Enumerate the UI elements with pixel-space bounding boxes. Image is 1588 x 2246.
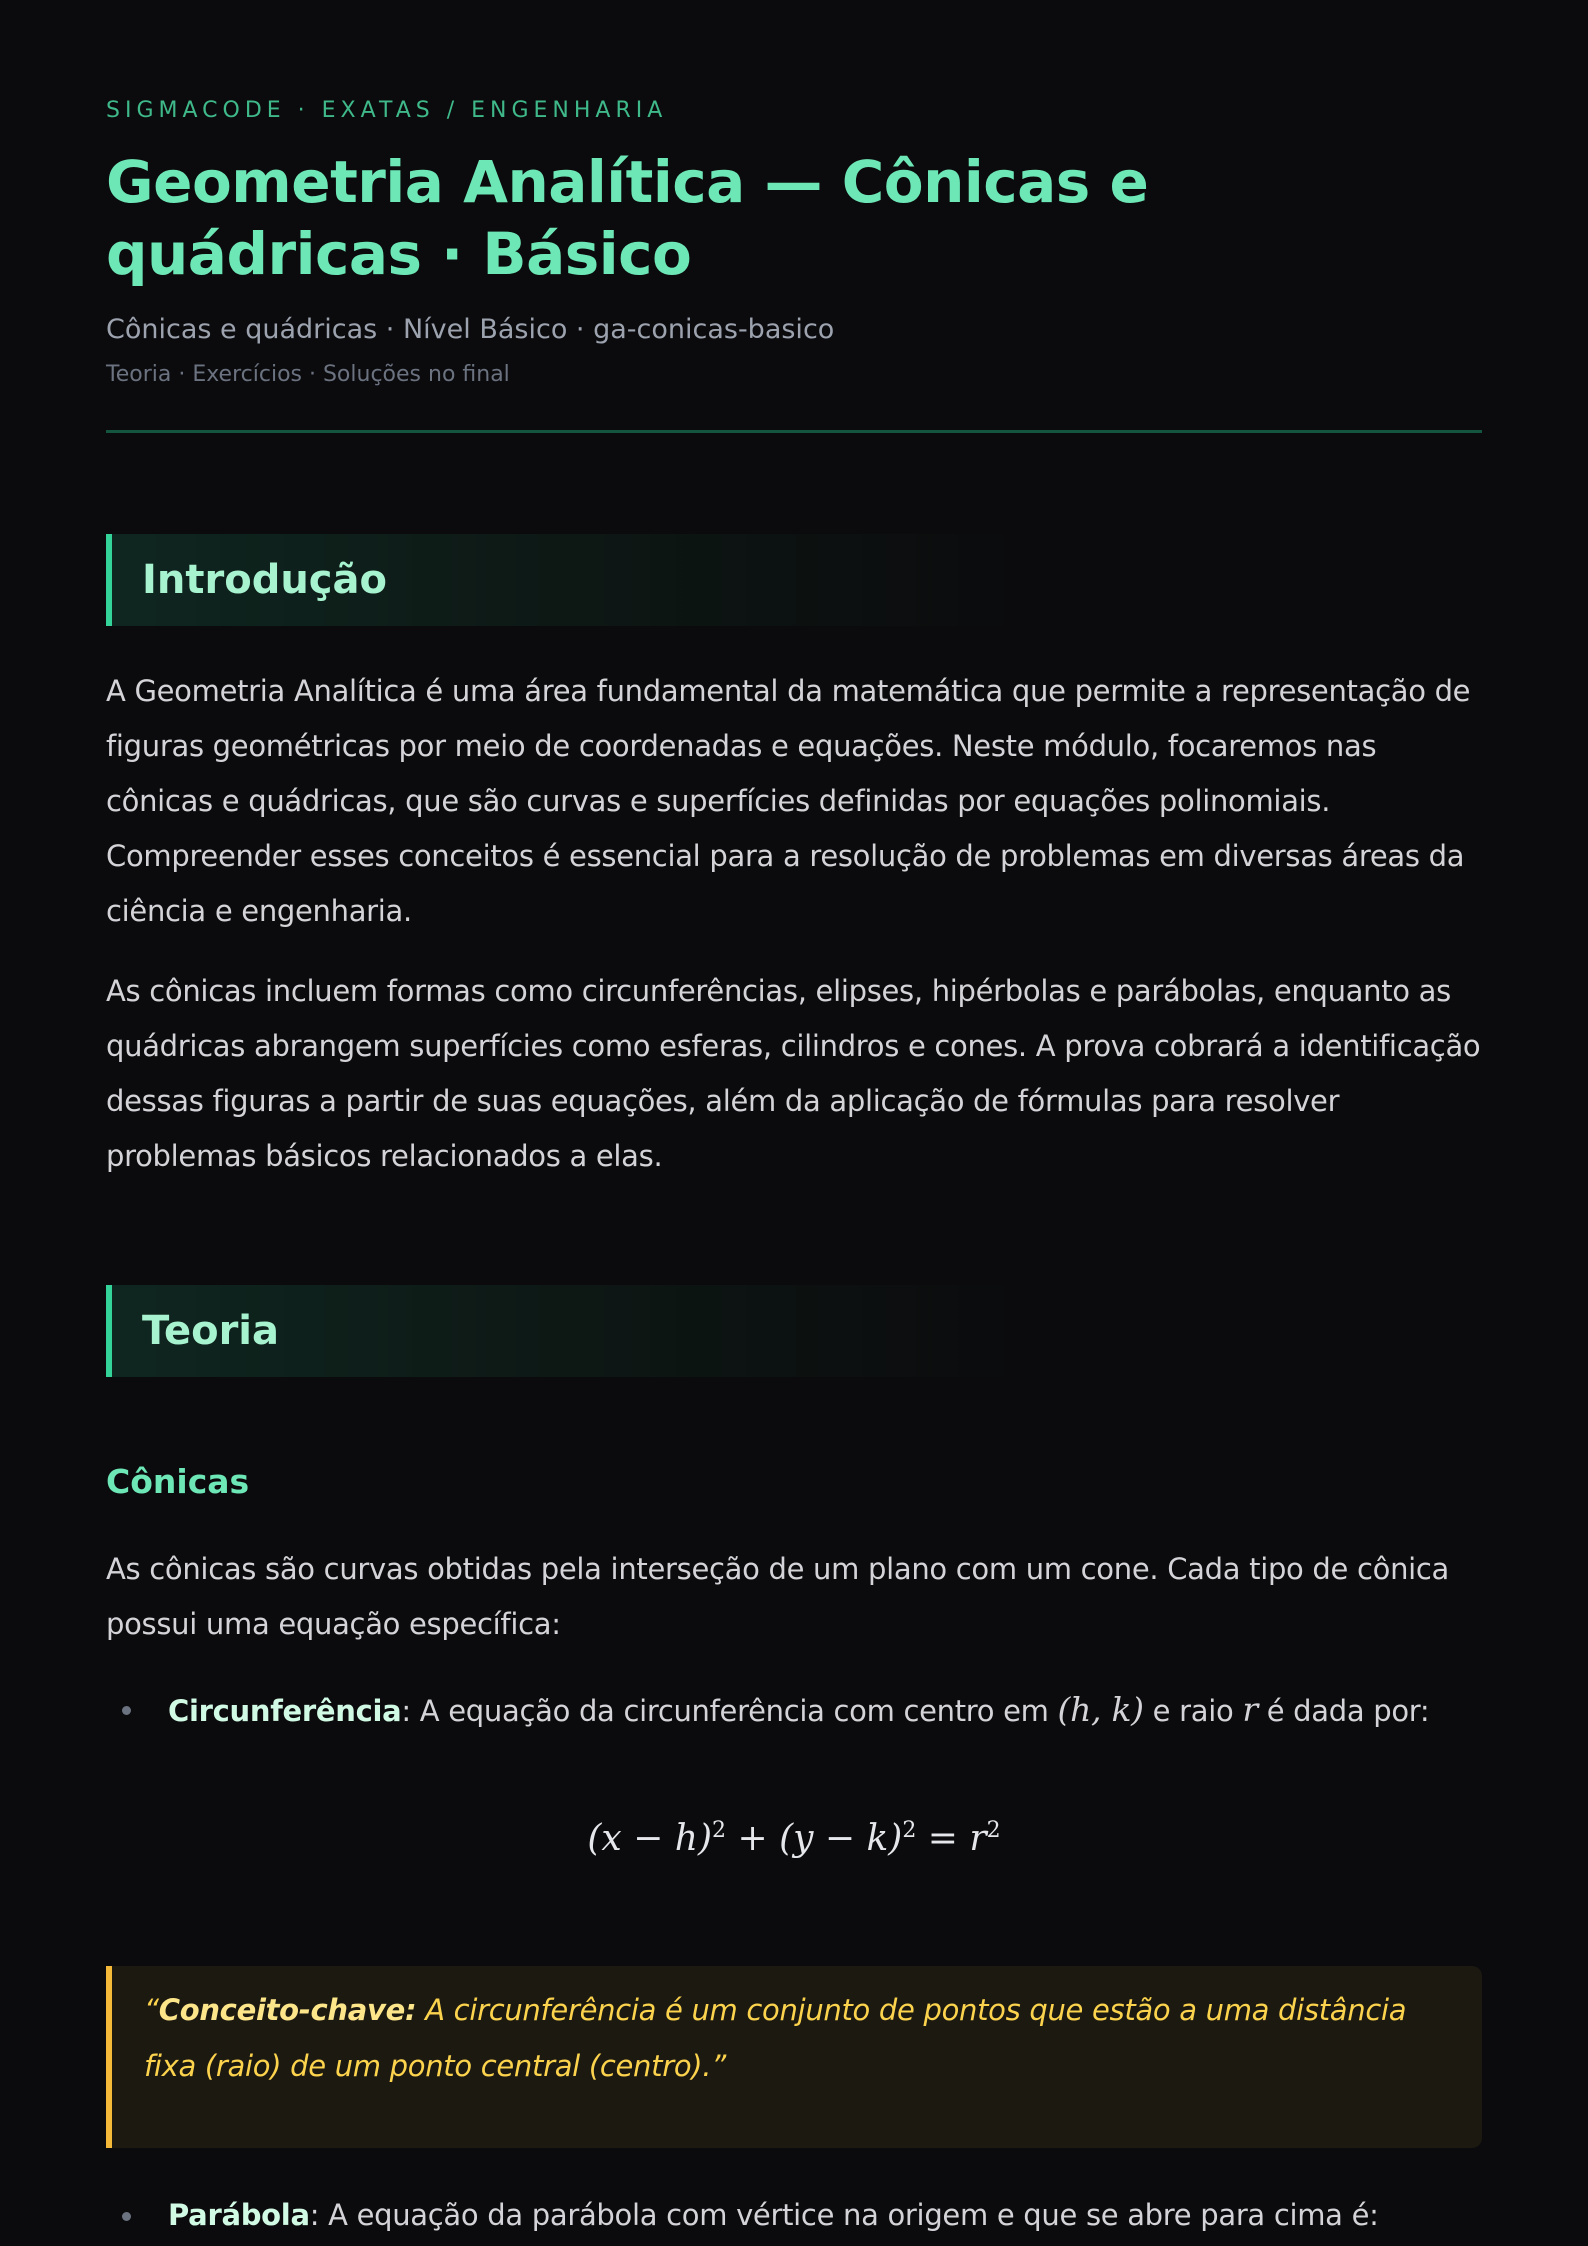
equation-operator: + (726, 1818, 780, 1859)
intro-paragraph-1: A Geometria Analítica é uma área fundamental da matemática que permite a representação de figuras geométricas por meio de coordenadas e equações. Neste módulo, focaremos nas cônicas e quádricas, que são curvas e superfícies definidas por equações polinomiais. Compreender esses conceitos é essencial para a resolução de problemas em diversas áreas da ciência e engenharia. (106, 674, 1471, 928)
term-label: Parábola (168, 2198, 310, 2232)
section-heading-teoria (106, 1285, 1482, 1377)
key-concept-callout (106, 1966, 1482, 2148)
list-item-text: : A equação da circunferência com centro em (401, 1694, 1058, 1728)
equation-exponent: 2 (986, 1818, 1001, 1843)
list-item-text: e raio (1143, 1694, 1243, 1728)
page-subtitle: Cônicas e quádricas · Nível Básico · ga-conicas-basico (106, 314, 835, 345)
theory-paragraph: As cônicas são curvas obtidas pela interseção de um plano com um cone. Cada tipo de cônica possui uma equação específica: (106, 1552, 1450, 1641)
callout-quote: “ (144, 1993, 159, 2027)
equation-term: (x − h) (587, 1818, 712, 1859)
equation-term: (y − k) (779, 1818, 903, 1859)
intro-paragraph-2: As cônicas incluem formas como circunferências, elipses, hipérbolas e parábolas, enquanto as quádricas abrangem superfícies como esferas, cilindros e cones. A prova cobrará a identificação dessas figuras a partir de suas equações, além da aplicação de fórmulas para resolver problemas básicos relacionados a elas. (106, 974, 1481, 1173)
math-radius: r (1242, 1690, 1258, 1729)
equation-circunferencia (106, 1818, 1482, 1859)
bullet-dot (122, 2212, 131, 2221)
term-label: Circunferência (168, 1694, 402, 1728)
page-meta: Teoria · Exercícios · Soluções no final (106, 362, 510, 387)
section-heading-introducao (106, 534, 1482, 626)
list-item-content (168, 1682, 1429, 1739)
section-heading-label: Introdução (142, 557, 387, 603)
callout-text (144, 1982, 1444, 2094)
equation-exponent: 2 (902, 1818, 917, 1843)
subsection-heading-conicas: Cônicas (106, 1462, 250, 1501)
page-title: Geometria Analítica — Cônicas e quádricas · Básico (106, 148, 1149, 288)
header-divider (106, 430, 1482, 433)
list-item-content (168, 2188, 1379, 2243)
equation-rhs: = r (916, 1818, 987, 1859)
math-center: (h, k) (1057, 1690, 1144, 1729)
callout-label: Conceito-chave: (158, 1993, 417, 2027)
list-item-text: é dada por: (1257, 1694, 1430, 1728)
section-heading-label: Teoria (142, 1308, 280, 1354)
bullet-dot (122, 1706, 131, 1715)
callout-body: A circunferência é um conjunto de pontos que estão a uma distância fixa (raio) de um ponto central (centro).” (144, 1993, 1407, 2083)
equation-exponent: 2 (712, 1818, 726, 1843)
list-item-text: : A equação da parábola com vértice na origem e que se abre para cima é: (309, 2198, 1379, 2232)
breadcrumb: SIGMACODE · EXATAS / ENGENHARIA (106, 98, 668, 123)
